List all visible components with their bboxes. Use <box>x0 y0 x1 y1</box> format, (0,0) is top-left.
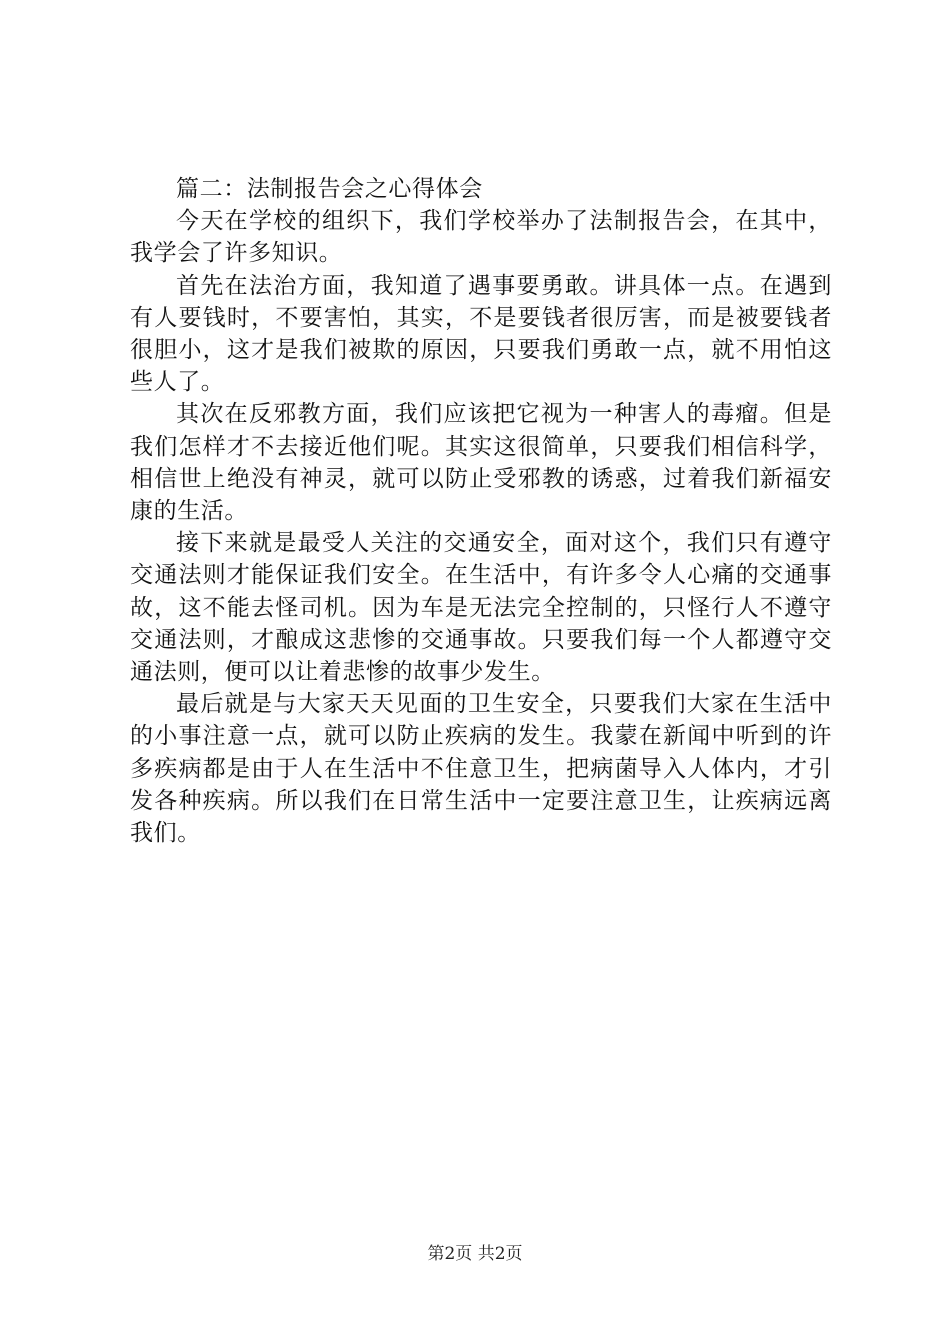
page-footer: 第2页 共2页 <box>427 1244 523 1264</box>
document-body <box>130 173 832 849</box>
paragraph-4: 接下来就是最受人关注的交通安全，面对这个，我们只有遵守交通法则才能保证我们安全。在生活中，有许多令人心痛的交通事故，这不能去怪司机。因为车是无法完全控制的，只怪行人不遵守交通法则，才酿成这悲惨的交通事故。只要我们每一个人都遵守交通法则，便可以让着悲惨的故事少发生。 <box>130 530 832 686</box>
document-title: 篇二：法制报告会之心得体会 <box>176 176 483 202</box>
paragraph-3: 其次在反邪教方面，我们应该把它视为一种害人的毒瘤。但是我们怎样才不去接近他们呢。其实这很简单，只要我们相信科学，相信世上绝没有神灵，就可以防止受邪教的诱惑，过着我们新福安康的生活。 <box>130 401 832 525</box>
paragraph-2: 首先在法治方面，我知道了遇事要勇敢。讲具体一点。在遇到有人要钱时，不要害怕，其实，不是要钱者很厉害，而是被要钱者很胆小，这才是我们被欺的原因，只要我们勇敢一点，就不用怕这些人了。 <box>130 272 832 396</box>
paragraph-1: 今天在学校的组织下，我们学校举办了法制报告会，在其中，我学会了许多知识。 <box>130 208 832 267</box>
paragraph-5: 最后就是与大家天天见面的卫生安全，只要我们大家在生活中的小事注意一点，就可以防止疾病的发生。我蒙在新闻中听到的许多疾病都是由于人在生活中不住意卫生，把病菌导入人体内，才引发各种疾病。所以我们在日常生活中一定要注意卫生，让疾病远离我们。 <box>130 691 832 847</box>
